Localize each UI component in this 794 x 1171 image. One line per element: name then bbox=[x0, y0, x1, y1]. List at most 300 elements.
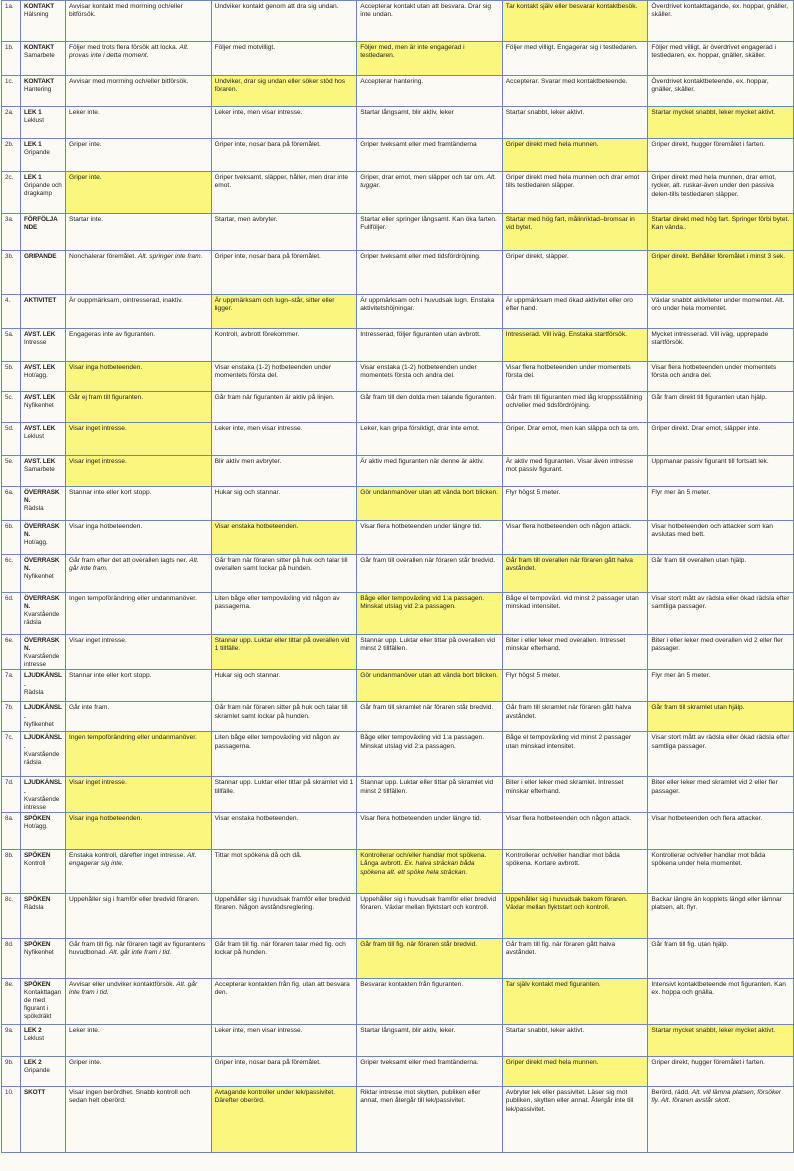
grade-cell bbox=[357, 1, 503, 42]
grade-description: Griper tveksamt, släpper, håller, men drar inte emot. bbox=[214, 174, 348, 190]
grade-description: Är aktiv med figuranten. Visar även intresse mot passiv figurant. bbox=[505, 458, 634, 474]
grade-cell-highlighted bbox=[502, 1, 648, 42]
grade-description: Visar flera hotbeteenden och någon attack. bbox=[505, 523, 632, 530]
grade-description: Griper direkt. Behåller föremålet i minst 3 sek. bbox=[651, 253, 786, 260]
grade-cell-highlighted bbox=[502, 1056, 648, 1086]
grade-alternative-note: Alt. går inte fram i tid. bbox=[69, 980, 198, 997]
grade-cell bbox=[357, 172, 503, 214]
grade-cell bbox=[502, 521, 648, 555]
item-number: 2a. bbox=[2, 107, 21, 139]
grade-description: Griper direkt, hugger föremålet i farten. bbox=[651, 1058, 765, 1066]
grade-cell bbox=[502, 42, 648, 76]
grade-cell bbox=[211, 1056, 357, 1086]
grade-description: Går fram till figuranten med låg kroppsställning och/eller med tidsfördröjning. bbox=[505, 394, 643, 410]
item-subcategory: Rädsla bbox=[24, 505, 44, 513]
grade-cell bbox=[502, 702, 648, 732]
grade-description: Kontrollerar och/eller handlar mot båda spökena. Kortare avbrott. bbox=[505, 851, 620, 868]
grade-cell bbox=[648, 893, 794, 938]
grade-cell bbox=[502, 670, 648, 702]
item-subcategory: Nyfikenhet bbox=[24, 720, 54, 728]
item-subcategory: Nyfikenhet bbox=[24, 573, 54, 581]
grade-cell bbox=[648, 812, 794, 849]
grade-description: Båge eller tempoväxling vid 1:a passagen. Minskat utslag vid 2:a passagen. bbox=[360, 595, 485, 611]
grade-cell bbox=[502, 635, 648, 670]
grade-cell-highlighted bbox=[502, 893, 648, 938]
grade-cell bbox=[211, 593, 357, 635]
table-row bbox=[2, 670, 794, 702]
grade-description: Flyr mer än 5 meter. bbox=[651, 489, 711, 496]
grade-description: Accepterar kontakten från fig. utan att besvara den. bbox=[214, 980, 350, 997]
grade-cell bbox=[357, 555, 503, 593]
grade-cell bbox=[66, 849, 212, 893]
grade-description: Stannar upp. Luktar eller tittar på skramlet vid 1 tillfälle. bbox=[214, 779, 354, 795]
grade-cell-highlighted bbox=[357, 670, 503, 702]
item-number: 5d. bbox=[2, 423, 21, 456]
grade-description: Kontrollerar och/eller handlar mot spökena. Långa avbrott. bbox=[360, 851, 487, 868]
grade-cell bbox=[502, 172, 648, 214]
grade-description: Blir aktiv men avbryter. bbox=[214, 458, 282, 465]
item-category: LJUDKÄNSL. bbox=[24, 704, 62, 720]
item-number: 5c. bbox=[2, 392, 21, 423]
table-row bbox=[2, 423, 794, 456]
table-row bbox=[2, 487, 794, 521]
grade-description: Följer med villigt, är överdrivet engagerad i testledaren, ex. hoppar, gnäller, skäller. bbox=[651, 44, 776, 60]
grade-description: Stannar inte eller kort stopp. bbox=[69, 672, 152, 680]
grade-cell-highlighted bbox=[502, 555, 648, 593]
item-name-cell bbox=[21, 423, 66, 456]
grade-description: Är uppmärksam och i huvudsak lugn. Enstaka aktivitetshöjningar. bbox=[360, 297, 495, 313]
grade-cell-highlighted bbox=[66, 812, 212, 849]
grade-description: Startar mycket snabbt, leker mycket aktivt. bbox=[651, 1026, 776, 1034]
grade-description: Växlar snabbt aktiviteter under momentet. Alt. oro under hela momentet. bbox=[651, 297, 785, 313]
grade-cell-highlighted bbox=[66, 172, 212, 214]
grade-alternative-note: Alt. tuggar. bbox=[360, 174, 497, 190]
grade-description: Visar hotbeteenden och attacker som kan avslutas med bett. bbox=[651, 523, 773, 539]
item-subcategory: Kvarstående rädsla bbox=[24, 611, 60, 627]
item-number: 6d. bbox=[2, 593, 21, 635]
item-number: 3b. bbox=[2, 251, 21, 295]
grade-cell bbox=[648, 76, 794, 107]
grade-description: Är uppmärksam med ökad aktivitet eller oro efter hand. bbox=[505, 297, 633, 313]
grade-description: Avvisar eller undviker kontaktförsök. bbox=[69, 980, 175, 988]
grade-description: Tar kontakt själv eller besvarar kontaktbesök. bbox=[505, 3, 638, 10]
grade-cell bbox=[66, 555, 212, 593]
item-subcategory: Leklust bbox=[24, 117, 44, 125]
table-row bbox=[2, 76, 794, 107]
table-row bbox=[2, 849, 794, 893]
grade-cell bbox=[66, 702, 212, 732]
grade-description: Går fram till skramlet när föraren gått halva avståndet. bbox=[505, 704, 632, 720]
item-category: KONTAKT bbox=[24, 44, 55, 51]
item-number: 8b. bbox=[2, 849, 21, 893]
item-name-cell bbox=[21, 732, 66, 777]
grade-description: Visar flera hotbeteenden och någon attack. bbox=[505, 814, 632, 822]
item-number: 6e. bbox=[2, 635, 21, 670]
item-name-cell bbox=[21, 251, 66, 295]
grade-description: Startar, men avbryter. bbox=[214, 216, 278, 223]
table-row bbox=[2, 978, 794, 1024]
grade-cell bbox=[648, 1056, 794, 1086]
grade-description: Leker inte. bbox=[69, 109, 100, 116]
grade-cell bbox=[211, 42, 357, 76]
grade-cell bbox=[211, 423, 357, 456]
item-name-cell bbox=[21, 593, 66, 635]
item-name-cell bbox=[21, 938, 66, 978]
item-number: 3a. bbox=[2, 214, 21, 251]
grade-cell bbox=[66, 978, 212, 1024]
table-row bbox=[2, 42, 794, 76]
grade-description: Griper inte, nosar bara på föremålet. bbox=[214, 1058, 321, 1066]
item-name-cell bbox=[21, 849, 66, 893]
grade-description: Tar själv kontakt med figuranten. bbox=[505, 980, 601, 988]
grade-description: Startar eller springer långsamt. Kan öka farten. Fullföljer. bbox=[360, 216, 497, 232]
grade-cell-highlighted bbox=[648, 702, 794, 732]
grade-cell bbox=[211, 214, 357, 251]
grade-description: Accepterar kontakt utan att besvara. Drar sig inte undan. bbox=[360, 3, 492, 19]
item-name-cell bbox=[21, 362, 66, 392]
grade-description: Går fram till den dolda men talande figuranten. bbox=[360, 394, 497, 401]
item-number: 2c. bbox=[2, 172, 21, 214]
table-row bbox=[2, 702, 794, 732]
item-name-cell bbox=[21, 392, 66, 423]
grade-description: Griper tveksamt eller med framtänderna. bbox=[360, 1058, 479, 1066]
grade-description: Griper inte. bbox=[69, 1058, 102, 1066]
item-category: LJUDKÄNSL. bbox=[24, 779, 62, 795]
grade-description: Backar längre än kopplets längd eller lämnar platsen, alt. flyr. bbox=[651, 895, 782, 912]
grade-description: Visar enstaka (1-2) hotbeteenden under momentets första och andra del. bbox=[360, 364, 477, 380]
grade-cell-highlighted bbox=[211, 635, 357, 670]
grade-description: Går fram när föraren sitter på huk och talar till overallen samt lockar på hunden. bbox=[214, 557, 348, 573]
grade-description: Är aktiv med figuranten när denne är aktiv. bbox=[360, 458, 484, 465]
item-name-cell bbox=[21, 214, 66, 251]
grade-description: Mycket intresserad. Vill iväg, upprepade startförsök. bbox=[651, 331, 769, 347]
grade-cell bbox=[66, 42, 212, 76]
grade-cell bbox=[211, 172, 357, 214]
grade-cell-highlighted bbox=[502, 978, 648, 1024]
grade-description: Avbryter lek eller passivitet. Läser sig mot publiken, skytten eller annat. Återgår inte till lek/passivitet. bbox=[505, 1088, 634, 1113]
item-name-cell bbox=[21, 1086, 66, 1152]
grade-description: Följer med motvilligt. bbox=[214, 44, 276, 51]
item-number: 9b. bbox=[2, 1056, 21, 1086]
table-row bbox=[2, 893, 794, 938]
item-category: SPÖKEN bbox=[24, 814, 51, 822]
grade-cell bbox=[211, 777, 357, 812]
table-row bbox=[2, 521, 794, 555]
grade-description: Startar inte. bbox=[69, 216, 104, 223]
grade-cell bbox=[357, 732, 503, 777]
item-category: SPÖKEN bbox=[24, 895, 51, 903]
grade-description: Flyr högst 5 meter. bbox=[505, 489, 561, 496]
item-name-cell bbox=[21, 1, 66, 42]
grade-description: Går fram när figuranten är aktiv på linjen. bbox=[214, 394, 335, 401]
item-category: AVST. LEK bbox=[24, 394, 56, 401]
grade-cell bbox=[211, 362, 357, 392]
grade-description: Visar inget intresse. bbox=[69, 425, 127, 432]
item-category: AVST. LEK bbox=[24, 331, 56, 338]
grade-cell-highlighted bbox=[66, 732, 212, 777]
grade-description: Visar ingen berördhet. Snabb kontroll och sedan helt oberörd. bbox=[69, 1088, 191, 1105]
grade-cell bbox=[66, 295, 212, 329]
grade-cell bbox=[502, 1086, 648, 1152]
grade-description: Berörd, rädd. bbox=[651, 1088, 690, 1096]
item-name-cell bbox=[21, 555, 66, 593]
item-name-cell bbox=[21, 635, 66, 670]
grade-description: Biter i eller leker med overallen vid 2 eller fler passager. bbox=[651, 637, 783, 653]
grade-cell bbox=[502, 812, 648, 849]
grade-description: Går fram när föraren sitter på huk och talar till skramlet samt lockar på hunden. bbox=[214, 704, 348, 720]
grade-cell-highlighted bbox=[66, 456, 212, 487]
grade-cell bbox=[66, 521, 212, 555]
grade-description: Intresserad, följer figuranten utan avbrott. bbox=[360, 331, 481, 338]
item-subcategory: Rädsla bbox=[24, 904, 44, 912]
grade-cell bbox=[648, 555, 794, 593]
grade-cell-highlighted bbox=[357, 938, 503, 978]
grade-description: Följer med villigt. Engagerar sig i testledaren. bbox=[505, 44, 638, 51]
item-subcategory: Gripande bbox=[24, 1067, 50, 1075]
grade-description: Går fram till fig. när föraren talar med fig. och lockar på hunden. bbox=[214, 940, 346, 957]
grade-alternative-note: Alt. vill lämna platsen, försöker fly. Alt. föraren avstår skott. bbox=[651, 1088, 782, 1105]
grade-description: Visar inget intresse. bbox=[69, 637, 127, 644]
item-number: 7d. bbox=[2, 777, 21, 812]
grade-cell bbox=[502, 487, 648, 521]
grade-description: Visar stort mått av rädsla eller ökad rädsla efter samtliga passager. bbox=[651, 734, 790, 750]
grade-cell bbox=[502, 392, 648, 423]
grade-cell bbox=[357, 107, 503, 139]
grade-cell bbox=[211, 555, 357, 593]
grade-cell bbox=[648, 593, 794, 635]
table-row bbox=[2, 732, 794, 777]
grade-description: Kontroll, avbrott förekommer. bbox=[214, 331, 300, 338]
grade-description: Griper inte. bbox=[69, 174, 102, 181]
grade-description: Går fram till overallen när föraren står bredvid. bbox=[360, 557, 496, 564]
grade-description: Stannar upp. Luktar eller tittar på skramlet vid minst 2 tillfällen. bbox=[360, 779, 494, 795]
grade-cell bbox=[357, 812, 503, 849]
item-subcategory: Gripande och dragkamp bbox=[24, 182, 62, 198]
grade-description: Griper direkt, släpper. bbox=[505, 253, 569, 260]
grade-cell-highlighted bbox=[66, 392, 212, 423]
item-number: 10. bbox=[2, 1086, 21, 1152]
grade-cell bbox=[648, 456, 794, 487]
item-number: 1a. bbox=[2, 1, 21, 42]
grade-cell bbox=[357, 423, 503, 456]
grade-cell bbox=[211, 139, 357, 172]
item-subcategory: Leklust bbox=[24, 433, 44, 441]
grade-description: Flyr högst 5 meter. bbox=[505, 672, 561, 680]
grade-description: Intresserad. Vill iväg. Enstaka startförsök. bbox=[505, 331, 627, 338]
grade-description: Griper inte, nosar bara på föremålet. bbox=[214, 141, 321, 148]
grade-cell bbox=[648, 635, 794, 670]
grade-cell bbox=[502, 593, 648, 635]
grade-cell bbox=[648, 732, 794, 777]
grade-cell bbox=[66, 76, 212, 107]
grade-description: Startar snabbt, leker aktivt. bbox=[505, 109, 585, 116]
grade-description: Visar flera hotbeteenden under längre tid. bbox=[360, 814, 482, 822]
grade-description: Startar långsamt, blir aktiv, leker. bbox=[360, 1026, 456, 1034]
grade-cell bbox=[357, 1024, 503, 1056]
grade-cell bbox=[648, 1086, 794, 1152]
table-row bbox=[2, 295, 794, 329]
grade-description: Visar flera hotbeteenden under momentets första och andra del. bbox=[651, 364, 777, 380]
grade-description: Avvisar med morrning och/eller bitförsök. bbox=[69, 78, 189, 85]
item-number: 1b. bbox=[2, 42, 21, 76]
grade-description: Visar enstaka hotbeteenden. bbox=[214, 814, 299, 822]
grade-description: Biter i eller leker med skramlet. Intresset minskar efterhand. bbox=[505, 779, 624, 795]
grade-cell bbox=[66, 107, 212, 139]
grade-cell bbox=[502, 938, 648, 978]
item-category: KONTAKT bbox=[24, 78, 55, 85]
grade-description: Går fram till skramlet utan hjälp. bbox=[651, 704, 745, 712]
item-name-cell bbox=[21, 107, 66, 139]
item-name-cell bbox=[21, 76, 66, 107]
grade-description: Startar med hög fart, målinriktad–bromsar in vid bytet. bbox=[505, 216, 635, 232]
grade-cell bbox=[211, 487, 357, 521]
item-category: LEK 1 bbox=[24, 174, 42, 181]
grade-description: Tittar mot spökena då och då. bbox=[214, 851, 302, 859]
grade-alternative-note: Alt. går inte fram. bbox=[69, 557, 199, 573]
grade-description: Visar enstaka hotbeteenden. bbox=[214, 523, 299, 530]
grade-description: Går fram till fig. när föraren står bredvid. bbox=[360, 940, 478, 948]
grade-description: Följer med trots flera försök att locka. bbox=[69, 44, 178, 51]
item-name-cell bbox=[21, 456, 66, 487]
grade-cell-highlighted bbox=[502, 139, 648, 172]
item-category: AKTIVITET bbox=[24, 297, 57, 304]
grade-cell bbox=[357, 456, 503, 487]
item-number: 6a. bbox=[2, 487, 21, 521]
table-row bbox=[2, 555, 794, 593]
grade-description: Gör undanmanöver utan att vända bort blicken. bbox=[360, 672, 499, 680]
grade-cell bbox=[648, 329, 794, 362]
table-row bbox=[2, 1, 794, 42]
grade-description: Överdrivet kontakttagande, ex. hoppar, gnäller, skäller. bbox=[651, 3, 789, 19]
grade-description: Griper, drar emot, men släpper och tar om. bbox=[360, 174, 485, 181]
grade-description: Leker inte, men visar intresse. bbox=[214, 109, 303, 116]
grade-cell-highlighted bbox=[357, 593, 503, 635]
grade-alternative-note: Alt. engagerar sig inte. bbox=[69, 851, 197, 868]
item-category: SKOTT bbox=[24, 1088, 46, 1096]
grade-cell-highlighted bbox=[211, 1086, 357, 1152]
grade-cell bbox=[357, 251, 503, 295]
grade-description: Går fram till fig. utan hjälp. bbox=[651, 940, 729, 948]
grade-description: Stannar inte eller kort stopp. bbox=[69, 489, 152, 496]
grade-description: Flyr mer än 5 meter. bbox=[651, 672, 711, 680]
grade-description: Båge el tempoväxling vid minst 2 passager utan minskad intensitet. bbox=[505, 734, 632, 750]
item-name-cell bbox=[21, 521, 66, 555]
item-number: 6c. bbox=[2, 555, 21, 593]
grade-cell bbox=[502, 251, 648, 295]
item-number: 8c. bbox=[2, 893, 21, 938]
grade-description: Uppehåller sig i huvudsak framför eller bredvid föraren. Någon avståndsreglering. bbox=[214, 895, 351, 912]
grade-description: Undviker, drar sig undan eller söker stöd hos föraren. bbox=[214, 78, 346, 94]
grade-description: Stannar upp. Luktar eller tittar på overallen vid minst 2 tillfällen. bbox=[360, 637, 496, 653]
grade-description: Biter i eller leker med overallen. Intresset minskar efterhand. bbox=[505, 637, 626, 653]
grade-cell bbox=[211, 456, 357, 487]
table-row bbox=[2, 362, 794, 392]
item-subcategory: Kontakttagande med figurant i spökdräkt bbox=[24, 989, 62, 1021]
item-name-cell bbox=[21, 702, 66, 732]
grade-description: Avvisar kontakt med morrning och/eller bitförsök. bbox=[69, 3, 183, 19]
grade-description: Ingen tempoförändring eller undanmanöver. bbox=[69, 595, 197, 602]
grade-cell bbox=[357, 362, 503, 392]
item-category: AVST. LEK bbox=[24, 425, 56, 432]
grade-cell bbox=[648, 521, 794, 555]
grade-cell-highlighted bbox=[648, 1024, 794, 1056]
grade-cell bbox=[211, 893, 357, 938]
grade-description: Överdrivet kontaktbeteende, ex. hoppar, gnäller, skäller. bbox=[651, 78, 769, 94]
grade-description: Griper direkt. Drar emot, släpper inte. bbox=[651, 425, 761, 432]
grade-description: Griper tveksamt eller med framtänderna bbox=[360, 141, 477, 148]
item-name-cell bbox=[21, 1056, 66, 1086]
grade-cell bbox=[357, 777, 503, 812]
grade-cell bbox=[648, 295, 794, 329]
grade-description: Griper direkt med hela munnen och drar emot tills testledaren släpper. bbox=[505, 174, 640, 190]
grade-cell bbox=[648, 487, 794, 521]
item-category: LEK 1 bbox=[24, 141, 42, 148]
grade-cell bbox=[66, 1024, 212, 1056]
grade-cell bbox=[211, 938, 357, 978]
grade-description: Är ouppmärksam, ointresserad, inaktiv. bbox=[69, 297, 183, 304]
grade-cell bbox=[502, 732, 648, 777]
grade-description: Går inte fram. bbox=[69, 704, 110, 712]
grade-cell bbox=[648, 978, 794, 1024]
grade-cell bbox=[357, 635, 503, 670]
item-category: LEK 2 bbox=[24, 1026, 42, 1034]
grade-cell bbox=[66, 139, 212, 172]
grade-description: Går fram direkt till figuranten utan hjälp. bbox=[651, 394, 767, 401]
grade-description: Visar stort mått av rädsla eller ökad rädsla efter samtliga passager. bbox=[651, 595, 790, 611]
grade-cell-highlighted bbox=[357, 487, 503, 521]
grade-description: Startar snabbt, leker aktivt. bbox=[505, 1026, 585, 1034]
grade-description: Avtagande kontroller under lek/passivitet. Därefter oberörd. bbox=[214, 1088, 336, 1105]
item-subcategory: Hot/agg. bbox=[24, 372, 48, 380]
item-category: SPÖKEN bbox=[24, 851, 51, 859]
table-row bbox=[2, 329, 794, 362]
grade-cell bbox=[66, 214, 212, 251]
item-subcategory: Gripande bbox=[24, 149, 50, 157]
table-row bbox=[2, 593, 794, 635]
grade-cell bbox=[648, 849, 794, 893]
item-subcategory: Hantering bbox=[24, 86, 52, 94]
item-number: 5e. bbox=[2, 456, 21, 487]
grade-cell bbox=[648, 1, 794, 42]
item-subcategory: Intresse bbox=[24, 339, 47, 347]
grade-description: Går ej fram till figuranten. bbox=[69, 394, 144, 401]
item-name-cell bbox=[21, 172, 66, 214]
item-number: 9a. bbox=[2, 1024, 21, 1056]
item-name-cell bbox=[21, 487, 66, 521]
grade-cell-highlighted bbox=[357, 42, 503, 76]
grade-cell-highlighted bbox=[66, 423, 212, 456]
item-subcategory: Leklust bbox=[24, 1035, 44, 1043]
grade-description: Går fram till fig. när föraren gått halva avståndet. bbox=[505, 940, 615, 957]
item-name-cell bbox=[21, 893, 66, 938]
grade-description: Visar inga hotbeteenden. bbox=[69, 523, 143, 530]
grade-cell bbox=[211, 702, 357, 732]
grade-description: Stannar upp. Luktar eller tittar på overallen vid 1 tillfälle. bbox=[214, 637, 350, 653]
table-row bbox=[2, 172, 794, 214]
grade-description: Startar mycket snabbt, leker mycket aktivt. bbox=[651, 109, 776, 116]
grade-cell-highlighted bbox=[648, 214, 794, 251]
grade-cell bbox=[211, 849, 357, 893]
grade-cell-highlighted bbox=[211, 76, 357, 107]
grade-description: Visar enstaka (1-2) hotbeteenden under momentets första del. bbox=[214, 364, 332, 380]
grade-cell bbox=[648, 362, 794, 392]
table-row bbox=[2, 456, 794, 487]
grade-cell bbox=[357, 214, 503, 251]
item-subcategory: Rädsla bbox=[24, 688, 44, 696]
grade-cell bbox=[357, 139, 503, 172]
item-category: LJUDKÄNSL. bbox=[24, 672, 62, 688]
item-category: SPÖKEN bbox=[24, 940, 51, 948]
